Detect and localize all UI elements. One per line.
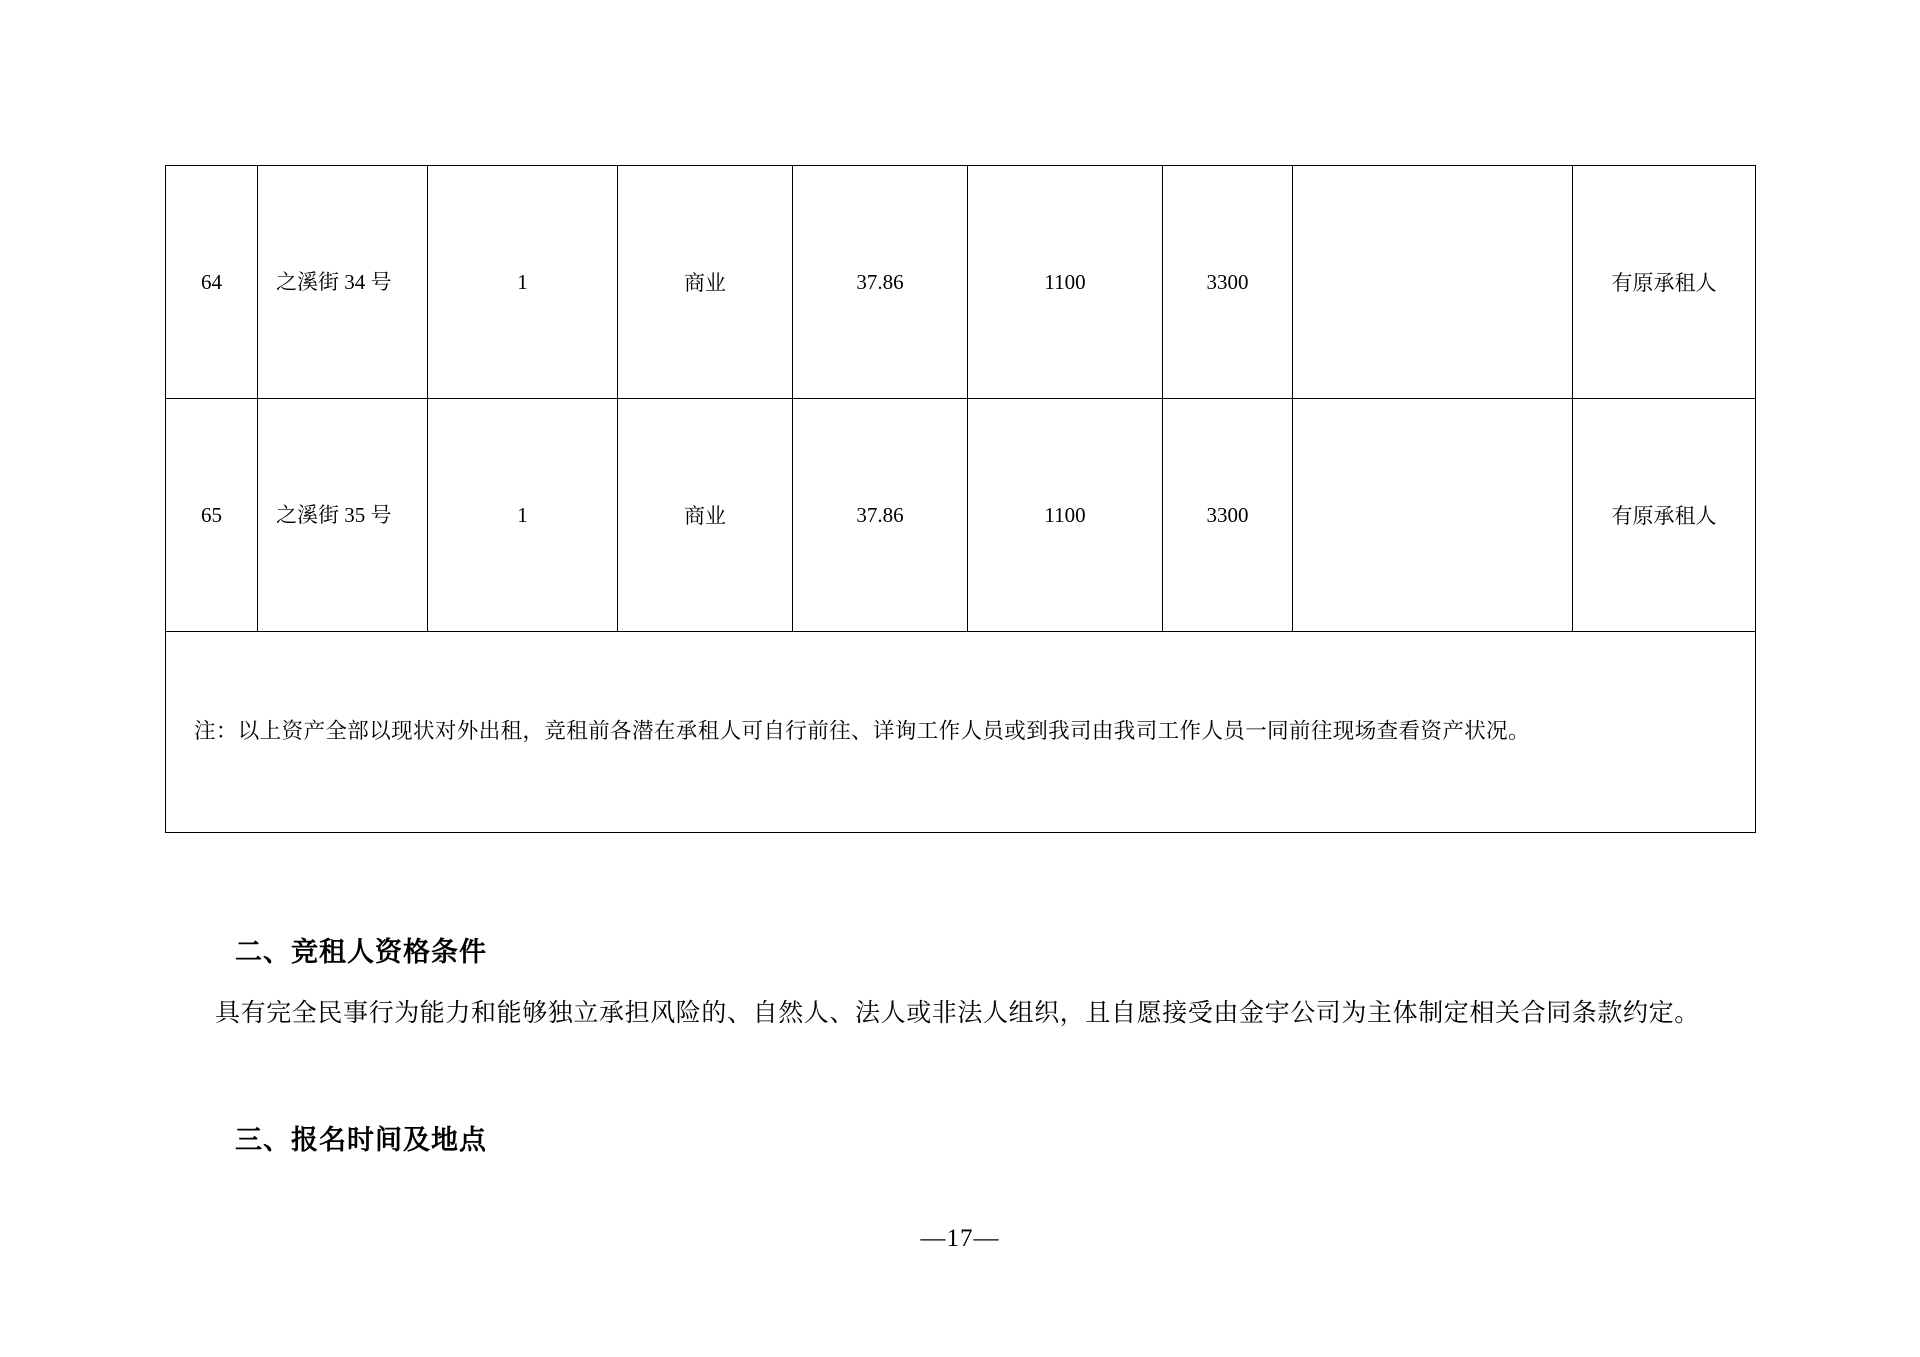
table-row — [166, 399, 1756, 632]
cell-rent: 3300 — [1163, 399, 1293, 632]
cell-blank — [1293, 166, 1573, 399]
cell-count: 1 — [428, 166, 618, 399]
cell-usage: 商业 — [618, 166, 793, 399]
cell-no: 65 — [166, 399, 258, 632]
cell-usage: 商业 — [618, 399, 793, 632]
cell-remark: 有原承租人 — [1573, 399, 1756, 632]
section-heading-two: 二、竞租人资格条件 — [235, 937, 487, 968]
section-paragraph-one: 具有完全民事行为能力和能够独立承担风险的、自然人、法人或非法人组织，且自愿接受由金宇公司为主体制定相关合同条款约定。 — [215, 998, 1700, 1027]
table-row — [166, 166, 1756, 399]
table-note-row — [166, 632, 1756, 833]
cell-price: 1100 — [968, 166, 1163, 399]
page-number: —17— — [920, 1225, 1000, 1252]
cell-count: 1 — [428, 399, 618, 632]
cell-rent: 3300 — [1163, 166, 1293, 399]
section-heading-three: 三、报名时间及地点 — [235, 1125, 487, 1156]
asset-listing-table — [165, 165, 1756, 833]
cell-price: 1100 — [968, 399, 1163, 632]
table-note-text: 注：以上资产全部以现状对外出租，竞租前各潜在承租人可自行前往、详询工作人员或到我司由我司工作人员一同前往现场查看资产状况。 — [194, 719, 1530, 745]
cell-no: 64 — [166, 166, 258, 399]
cell-blank — [1293, 399, 1573, 632]
cell-address: 之溪街 35 号 — [258, 399, 428, 632]
cell-remark: 有原承租人 — [1573, 166, 1756, 399]
cell-area: 37.86 — [793, 399, 968, 632]
cell-area: 37.86 — [793, 166, 968, 399]
cell-address: 之溪街 34 号 — [258, 166, 428, 399]
table-note-cell — [166, 632, 1756, 833]
